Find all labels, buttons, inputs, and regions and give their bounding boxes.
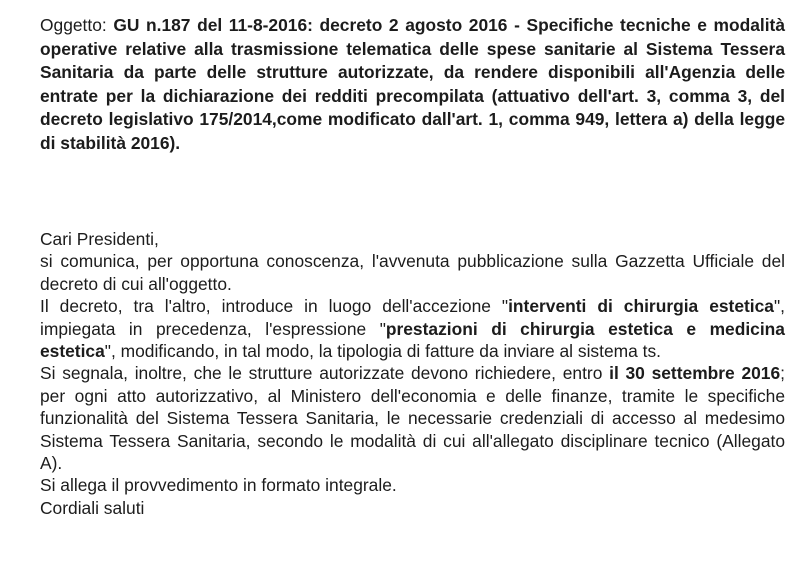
paragraph-attachment: Si allega il provvedimento in formato integrale. bbox=[40, 475, 397, 496]
decree-text-1: Il decreto, tra l'altro, introduce in luogo dell'accezione " bbox=[40, 296, 509, 317]
subject-text: GU n.187 del 11-8-2016: decreto 2 agosto 2016 - Specifiche tecniche e modalità operative relative alla trasmissione telematica delle spese sanitarie al Sistema Tessera Sanitaria da parte delle strutture autorizzate, da rendere disponibili all'Agenzia delle entrate per la dichiarazione dei redditi precompilata (attuativo dell'art. 3, comma 3, del decreto legislativo 175/2014,come modificato dall'art. 1, comma 949, lettera a) della legge di stabilità 2016). bbox=[40, 15, 785, 153]
deadline-date: il 30 settembre 2016 bbox=[609, 363, 781, 384]
decree-text-3: ", modificando, in tal modo, la tipologia di fatture da inviare al sistema ts. bbox=[104, 341, 661, 362]
decree-text-2: ", impiegata in precedenza, l'espressione " bbox=[40, 296, 785, 339]
deadline-text-1: Si segnala, inoltre, che le strutture autorizzate devono richiedere, entro bbox=[40, 363, 610, 384]
paragraph-deadline bbox=[40, 362, 785, 474]
paragraph-decree bbox=[40, 295, 785, 362]
letter-body bbox=[40, 228, 785, 519]
subject-block bbox=[40, 14, 785, 156]
salutation: Cari Presidenti, bbox=[40, 229, 159, 249]
deadline-text-2: ; per ogni atto autorizzativo, al Ministero dell'economia e delle finanze, tramite le specifiche funzionalità del Sistema Tessera Sanitaria, le necessarie credenziali di accesso al medesimo Sistema Tessera Sanitaria, secondo le modalità di cui all'allegato disciplinare tecnico (Allegato A). bbox=[40, 363, 785, 474]
decree-new-term: prestazioni di chirurgia estetica e medicina estetica bbox=[40, 318, 785, 362]
closing: Cordiali saluti bbox=[40, 497, 145, 518]
paragraph-publication: si comunica, per opportuna conoscenza, l'avvenuta pubblicazione sulla Gazzetta Ufficiale del decreto di cui all'oggetto. bbox=[40, 251, 785, 294]
decree-old-term: interventi di chirurgia estetica bbox=[508, 296, 774, 317]
subject-label: Oggetto: bbox=[40, 15, 114, 35]
